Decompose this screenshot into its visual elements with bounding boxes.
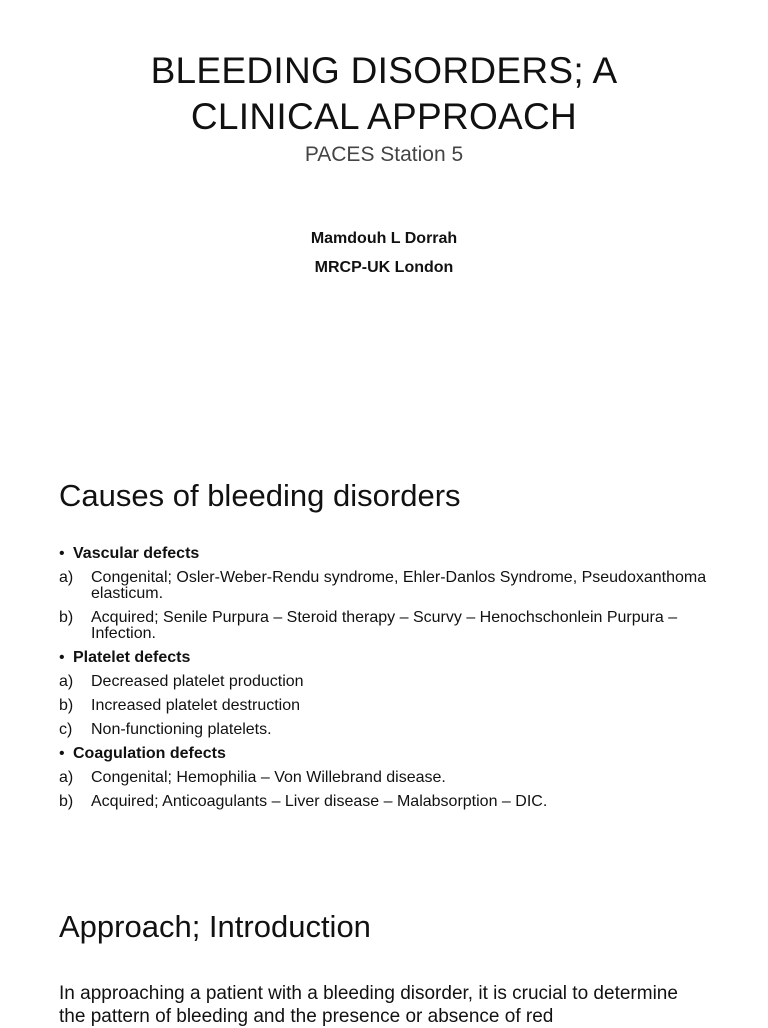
author-credential: MRCP-UK London	[314, 259, 454, 276]
approach-slide	[0, 880, 768, 1027]
approach-paragraph: In approaching a patient with a bleeding disorder, it is crucial to determine the pattern of bleeding and the presence or absence of red	[59, 983, 678, 1027]
list-marker: b)	[59, 793, 74, 810]
title-slide	[0, 0, 768, 430]
list-marker: c)	[59, 721, 73, 738]
cause-list-item	[59, 794, 719, 810]
list-item-text: Non-functioning platelets.	[91, 721, 272, 738]
slide-title-line-2: CLINICAL APPROACH	[190, 96, 578, 137]
list-item-text: Congenital; Osler-Weber-Rendu syndrome, Ehler-Danlos Syndrome, Pseudoxanthoma elasticum.	[91, 569, 707, 602]
cause-list-item	[59, 610, 719, 642]
list-item-text: Increased platelet destruction	[91, 697, 301, 714]
cause-group-label: Coagulation defects	[73, 745, 226, 762]
cause-group-heading	[59, 546, 719, 562]
list-marker: a)	[59, 769, 74, 786]
list-item-text: Congenital; Hemophilia – Von Willebrand disease.	[91, 769, 446, 786]
cause-list-item	[59, 722, 719, 738]
list-marker: a)	[59, 673, 74, 690]
cause-group-heading	[59, 746, 719, 762]
cause-list-item	[59, 698, 719, 714]
list-item-text: Decreased platelet production	[91, 673, 304, 690]
author-name: Mamdouh L Dorrah	[310, 230, 458, 247]
causes-slide	[0, 440, 768, 870]
causes-list	[59, 546, 719, 818]
cause-group-label: Vascular defects	[73, 545, 200, 562]
list-marker: b)	[59, 609, 74, 626]
bullet-icon: •	[59, 649, 65, 666]
cause-list-item	[59, 674, 719, 690]
slide-subtitle: PACES Station 5	[304, 143, 464, 166]
cause-list-item	[59, 770, 719, 786]
list-marker: a)	[59, 569, 74, 586]
list-marker: b)	[59, 697, 74, 714]
list-item-text: Acquired; Senile Purpura – Steroid therapy – Scurvy – Henochschonlein Purpura – Infection.	[91, 609, 678, 642]
cause-group-label: Platelet defects	[73, 649, 191, 666]
causes-heading: Causes of bleeding disorders	[59, 478, 461, 513]
list-item-text: Acquired; Anticoagulants – Liver disease – Malabsorption – DIC.	[91, 793, 548, 810]
bullet-icon: •	[59, 745, 65, 762]
cause-list-item	[59, 570, 719, 602]
slide-title-line-1: BLEEDING DISORDERS; A	[150, 50, 618, 91]
approach-heading: Approach; Introduction	[59, 909, 371, 944]
bullet-icon: •	[59, 545, 65, 562]
cause-group-heading	[59, 650, 719, 666]
